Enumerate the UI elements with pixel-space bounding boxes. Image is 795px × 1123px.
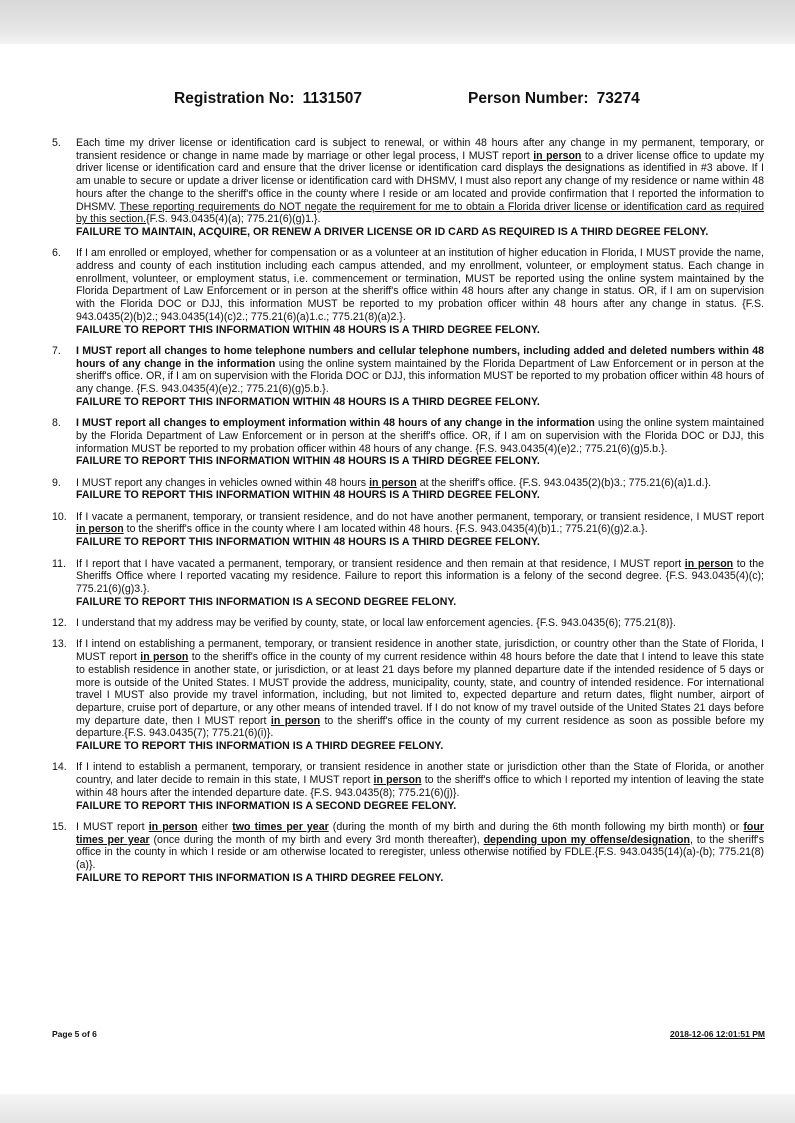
item-text: I understand that my address may be verified by county, state, or local law enforcement agencies. {F.S. 943.0435(6); 775.21(8)}. (76, 617, 676, 630)
felony-warning: FAILURE TO REPORT THIS INFORMATION WITHIN 48 HOURS IS A THIRD DEGREE FELONY. (76, 536, 540, 549)
item-text: If I intend on establishing a permanent, temporary, or transient residence in another state, jurisdiction, or country other than the State of Florida, I MUST report (76, 638, 764, 664)
item-text: using the online system maintained by the Florida Department of Law Enforcement or in person at the sheriff's office. OR, if I am on supervision with the Florida DOC or DJJ, this information MUST be reported to my probation officer within 48 hours of any change. {F.S. 943.0435(4)(e)2.; 775.21(6)(g)5.b.}. (76, 357, 764, 396)
list-item (52, 558, 764, 609)
frequency-emphasis: two times per year (232, 820, 329, 833)
in-person-emphasis: in person (76, 523, 124, 536)
item-text: to a driver license office to update my driver license or identification card and ensure that the driver license or identification card displays the designations as identified in #3 above. If I am unable to secure or update a driver license or identification card with DHSMV, I must also report any change of my residence or name within 48 hours after the change to the sheriff's office in the county where I reside or am located and provide confirmation that I reported the information to DHSMV. (76, 149, 764, 213)
list-item (52, 345, 764, 409)
item-text: to the Sheriffs Office where I reported vacating my residence. Failure to report this information is a felony of the second degree. {F.S. 943.0435(4)(c); 775.21(6)(g)3.}. (76, 557, 764, 595)
felony-warning: FAILURE TO REPORT THIS INFORMATION IS A SECOND DEGREE FELONY. (76, 595, 457, 608)
print-timestamp: 2018-12-06 12:01:51 PM (670, 1029, 765, 1039)
felony-warning: FAILURE TO REPORT THIS INFORMATION WITHIN 48 HOURS IS A THIRD DEGREE FELONY. (76, 395, 540, 408)
item-number: 5. (52, 137, 61, 149)
document-header (0, 90, 795, 110)
item-number: 14. (52, 761, 67, 774)
felony-warning: FAILURE TO REPORT THIS INFORMATION WITHIN 48 HOURS IS A THIRD DEGREE FELONY. (76, 323, 540, 336)
item-number: 7. (52, 344, 61, 357)
list-item (52, 477, 764, 502)
in-person-emphasis: in person (369, 476, 417, 489)
item-text: If I am enrolled or employed, whether for compensation or as a volunteer at an institution of higher education in Florida, I MUST provide the name, address and county of each institution including each campus attended, and my enrollment, volunteer, or employment status. Each change in enrollment, volunteer, or employment status, i.e. commencement or termination, MUST be reported using the online system maintained by the Florida Department of Law Enforcement or in person at the sheriff's office within 48 hours after any change in status. OR, if I am on supervision with the Florida DOC or DJJ, this information MUST be reported to my probation officer within 48 hours after any change in status. {F.S. 943.0435(2)(b)2.; 943.0435(14)(c)2.; 775.21(6)(a)1.c.; 775.21(8)(a)2.}. (76, 247, 764, 323)
underlined-clause: These reporting requirements do NOT negate the requirement for me to obtain a Florida driver license or identification card as required by this section. (76, 200, 764, 226)
item-text: to the sheriff's office in the county of my current residence as soon as possible before my departure.{F.S. 943.0435(7); 775.21(6)(i)}. (76, 714, 764, 740)
registration-number (174, 90, 362, 108)
person-label: Person Number: (468, 90, 589, 107)
in-person-emphasis: in person (684, 557, 734, 570)
person-number (468, 90, 640, 108)
requirements-list (52, 137, 764, 893)
item-text: either (197, 820, 233, 833)
statute-citation: {F.S. 943.0435(4)(a); 775.21(6)(g)1.}. (146, 213, 321, 226)
scan-shadow-top (0, 0, 795, 44)
item-number: 8. (52, 417, 61, 430)
item-text: If I report that I have vacated a permanent, temporary, or transient residence and then remain at that residence, I MUST report (76, 557, 685, 570)
list-item (52, 137, 764, 239)
frequency-emphasis: four times per year (76, 820, 764, 846)
item-text: at the sheriff's office. {F.S. 943.0435(2)(b)3.; 775.21(6)(a)1.d.}. (416, 476, 712, 489)
in-person-emphasis: in person (373, 774, 422, 787)
registration-value: 1131507 (302, 90, 363, 107)
item-text: I MUST report (76, 820, 149, 833)
item-number: 10. (52, 510, 67, 523)
felony-warning: FAILURE TO REPORT THIS INFORMATION IS A SECOND DEGREE FELONY. (76, 799, 457, 812)
item-number: 6. (52, 247, 61, 260)
list-item (52, 417, 764, 468)
list-item (52, 761, 764, 812)
in-person-emphasis: in person (270, 714, 321, 727)
in-person-emphasis: in person (533, 149, 582, 162)
in-person-emphasis: in person (140, 651, 189, 664)
felony-warning: FAILURE TO REPORT THIS INFORMATION IS A THIRD DEGREE FELONY. (76, 871, 444, 884)
person-value: 73274 (596, 90, 640, 107)
designation-emphasis: depending upon my offense/designation (483, 833, 690, 846)
felony-warning: FAILURE TO REPORT THIS INFORMATION IS A THIRD DEGREE FELONY. (76, 740, 444, 753)
felony-warning: FAILURE TO REPORT THIS INFORMATION WITHIN 48 HOURS IS A THIRD DEGREE FELONY. (76, 489, 540, 502)
registration-label: Registration No: (174, 90, 295, 107)
list-item (52, 638, 764, 752)
item-number: 12. (52, 617, 67, 630)
list-item (52, 821, 764, 885)
page-number: Page 5 of 6 (52, 1029, 97, 1039)
bold-requirement: I MUST report all changes to home telephone numbers and cellular telephone numbers, including added and deleted numbers within 48 hours of any change in the information (76, 344, 764, 370)
item-number: 9. (52, 476, 61, 489)
list-item (52, 247, 764, 336)
item-text: , to the sheriff's office in the county in which I reside or am otherwise located to reregister, unless otherwise notified by FDLE.{F.S. 943.0435(14)(a)-(b); 775.21(8)(a)}. (76, 833, 764, 872)
item-text: (during the month of my birth and during the 6th month following my birth month) or (328, 820, 744, 833)
item-number: 11. (52, 557, 66, 570)
list-item (52, 511, 764, 549)
item-number: 13. (52, 638, 67, 651)
item-text: using the online system maintained by the Florida Department of Law Enforcement or in person at the sheriff's office. OR, if I am on supervision with the Florida DOC or DJJ, this information MUST be reported to my probation officer within 48 hours of any change. {F.S. 943.0435(4)(e)2.; 775.21(6)(g)5.b.}. (76, 417, 764, 455)
item-text: Each time my driver license or identification card is subject to renewal, or within 48 hours after any change in my permanent, temporary, or transient residence or change in name made by marriage or other legal process, I MUST report (76, 137, 764, 162)
item-text: I MUST report any changes in vehicles owned within 48 hours (76, 476, 370, 489)
item-text: to the sheriff's office in the county where I am located within 48 hours. {F.S. 943.0435(4)(b)1.; 775.21(6)(g)2.a.}. (123, 523, 648, 536)
felony-warning: FAILURE TO MAINTAIN, ACQUIRE, OR RENEW A DRIVER LICENSE OR ID CARD AS REQUIRED IS A THIRD DEGREE FELONY. (76, 225, 709, 238)
item-text: (once during the month of my birth and every 3rd month thereafter), (149, 833, 484, 846)
in-person-emphasis: in person (148, 820, 198, 833)
bold-requirement: I MUST report all changes to employment information within 48 hours of any change in the information (76, 417, 595, 430)
list-item (52, 617, 764, 630)
item-number: 15. (52, 820, 67, 833)
scan-shadow-bottom (0, 1094, 795, 1123)
item-text: If I vacate a permanent, temporary, or transient residence, and do not have another permanent, temporary, or transient residence, I MUST report (76, 510, 764, 523)
item-text: to the sheriff's office to which I reported my intention of leaving the state within 48 hours after the intended departure date. {F.S. 943.0435(8); 775.21(6)(j)}. (76, 774, 764, 799)
felony-warning: FAILURE TO REPORT THIS INFORMATION WITHIN 48 HOURS IS A THIRD DEGREE FELONY. (76, 455, 540, 468)
item-text: If I intend to establish a permanent, temporary, or transient residence in another state or jurisdiction other than the State of Florida, or another country, and later decide to remain in this state, I MUST report (76, 761, 764, 787)
item-text: to the sheriff's office in the county of my current residence within 48 hours before the date that I intend to leave this state to establish residence in another state, or jurisdiction, or at least 21 days before my planned departure date if the intended residence of 5 days or more is outside of the United States. I MUST provide the address, municipality, county, state, and country of intended residence. For international travel I MUST also provide my travel information, including, but not limited to, expected departure and return dates, flight number, airport of departure, cruise port of departure, or any other means of intended travel. If I do not know of my travel outside of the United States 21 days before my departure date, then I MUST report (76, 651, 764, 727)
